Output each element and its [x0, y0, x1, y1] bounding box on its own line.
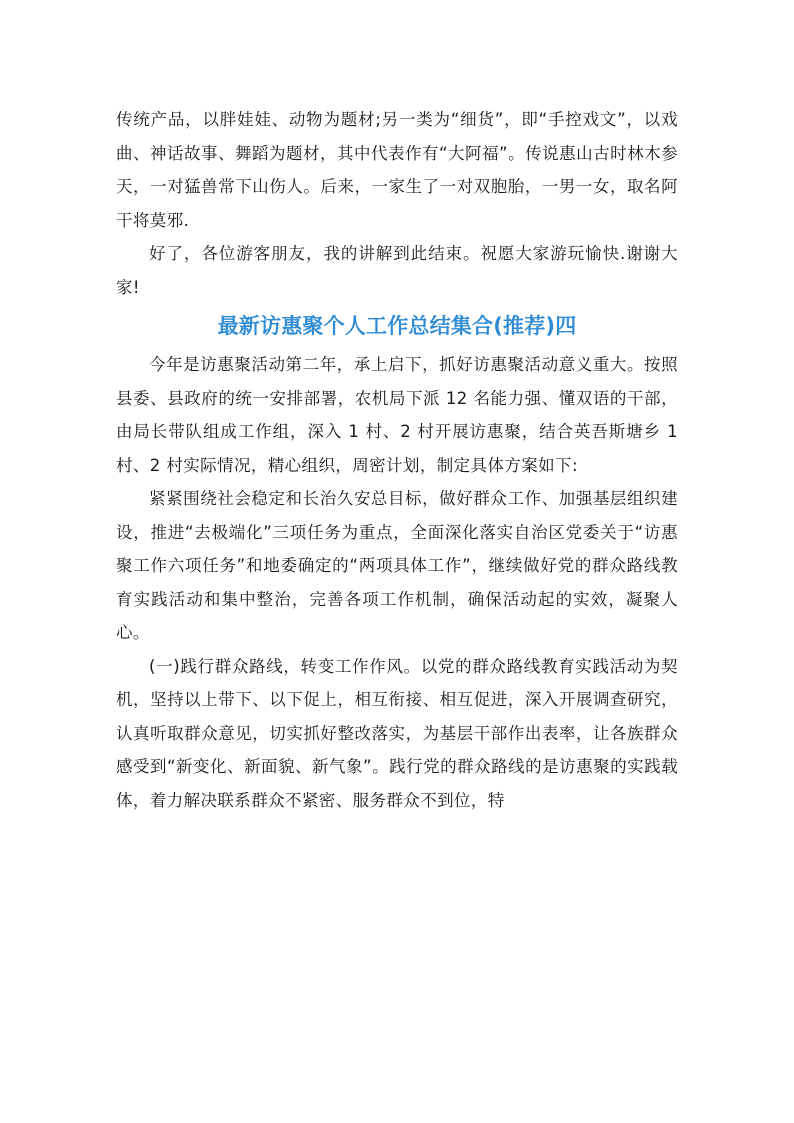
section-title: 最新访惠聚个人工作总结集合(推荐)四 [217, 314, 577, 338]
document-body [116, 103, 678, 817]
paragraph-section-one: (一)践行群众路线，转变工作作风。以党的群众路线教育实践活动为契机，坚持以上带下、以下促上，相互衔接、相互促进，深入开展调查研究，认真听取群众意见，切实抓好整改落实，为基层干部作出表率，让各族群众感受到“新变化、新面貌、新气象”。践行党的群众路线的是访惠聚的实践载体，着力解决联系群众不紧密、服务群众不到位，特 [116, 656, 678, 810]
paragraph-intro-continued: 传统产品，以胖娃娃、动物为题材;另一类为“细货”，即“手控戏文”，以戏曲、神话故事、舞蹈为题材，其中代表作有“大阿福”。传说惠山古时林木参天，一对猛兽常下山伤人。后来，一家生了一对双胞胎，一男一女，取名阿干将莫邪. [116, 110, 678, 230]
paragraph-closing-remarks: 好了，各位游客朋友，我的讲解到此结束。祝愿大家游玩愉快.谢谢大家! [116, 244, 678, 297]
paragraph-goals: 紧紧围绕社会稳定和长治久安总目标，做好群众工作、加强基层组织建设，推进“去极端化”三项任务为重点，全面深化落实自治区党委关于“访惠聚工作六项任务”和地委确定的“两项具体工作”，继续做好党的群众路线教育实践活动和集中整治，完善各项工作机制，确保活动起的实效，凝聚人心。 [116, 489, 678, 642]
paragraph-opening: 今年是访惠聚活动第二年，承上启下，抓好访惠聚活动意义重大。按照县委、县政府的统一安排部署，农机局下派 12 名能力强、懂双语的干部，由局长带队组成工作组，深入 1 村、2 村开展访惠聚，结合英吾斯塘乡 1 村、2 村实际情况，精心组织，周密计划，制定具体方案如下: [116, 355, 678, 475]
